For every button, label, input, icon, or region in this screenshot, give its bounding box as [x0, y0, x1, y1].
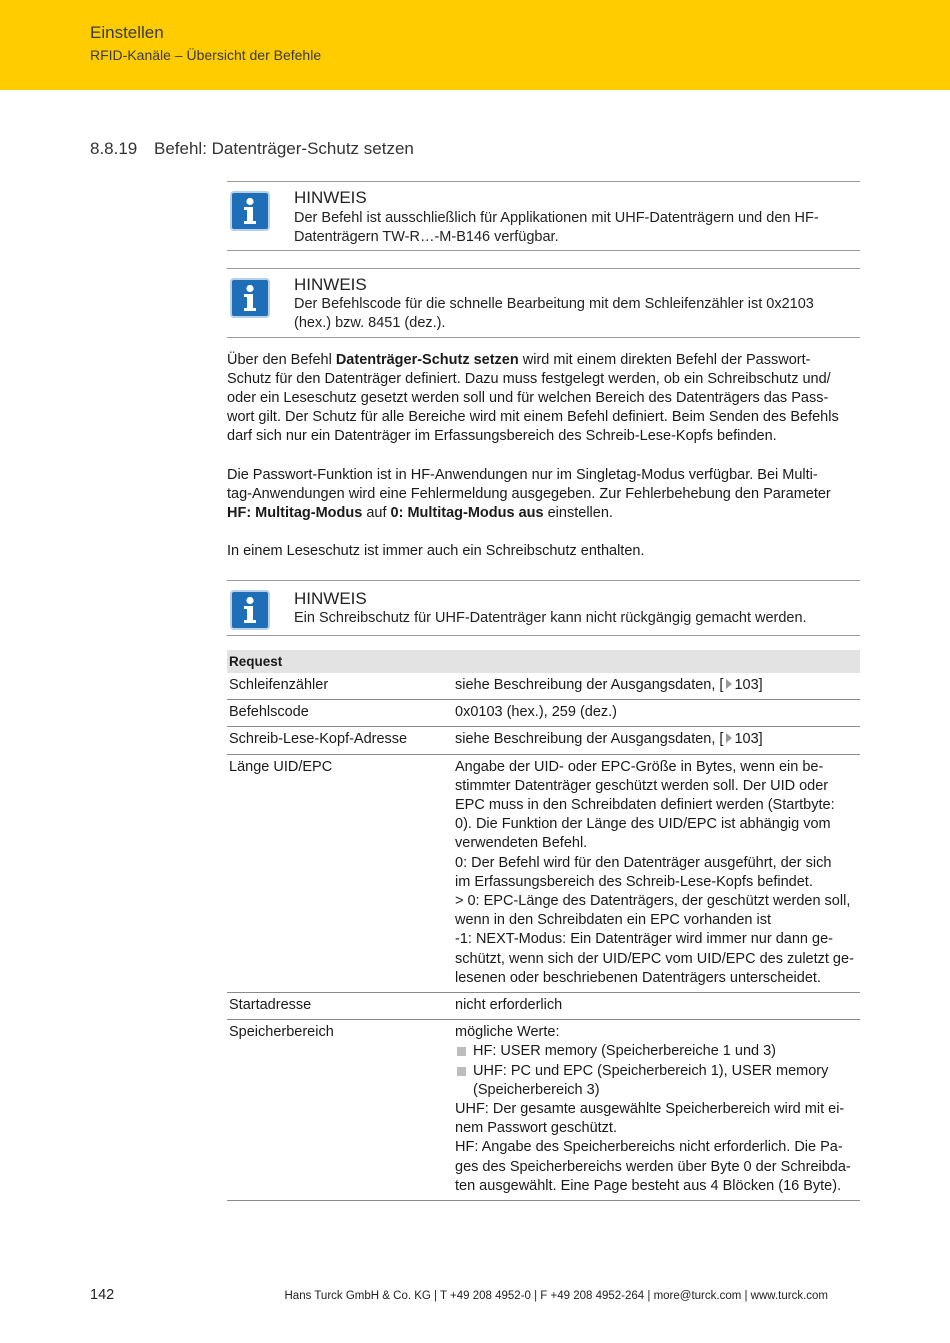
notice-line: Datenträgern TW-R…-M-B146 verfügbar.: [294, 229, 559, 245]
notice-text: [294, 295, 854, 333]
paragraph-line: wort gilt. Der Schutz für alle Bereiche wird mit einem Befehl definiert. Beim Senden des Befehls: [227, 409, 839, 425]
param-value: Angabe der UID- oder EPC-Größe in Bytes, wenn ein be- stimmter Datenträger geschützt werden soll. Der UID oder EPC muss in den Schreibdaten definiert werden (Startbyte: 0). Die Funktion der Länge des UID/EPC ist abhängig vom verwendeten Befehl. 0: Der Befehl wird für den Datenträger ausgeführt, der sich im Erfassungsbereich des Schreib-Lese-Kopfs befindet. > 0: EPC-Länge des Datenträgers, der geschützt werden soll, wenn in den Schreibdaten ein EPC vorhanden ist -1: NEXT-Modus: Ein Datenträger wird immer nur dann ge- schützt, wenn sich der UID/EPC vom UID/EPC des zuletzt ge- lesenen oder beschriebenen Datenträgers unterscheidet.: [455, 758, 854, 986]
body-paragraph: [227, 351, 860, 446]
notice-line: (hex.) bzw. 8451 (dez.).: [294, 315, 446, 331]
notice-title: HINWEIS: [294, 275, 367, 294]
paragraph-line: HF: Multitag-Modus auf 0: Multitag-Modus aus einstellen.: [227, 505, 613, 521]
notice-box: [227, 580, 860, 636]
param-value: siehe Beschreibung der Ausgangsdaten, [ 103]: [455, 731, 763, 748]
param-label: Speicherbereich: [229, 1024, 334, 1041]
notice-title: HINWEIS: [294, 188, 367, 207]
table-row: [227, 673, 860, 700]
request-table: [227, 650, 860, 1201]
table-row: [227, 727, 860, 754]
paragraph-line: darf sich nur ein Datenträger im Erfassungsbereich des Schreib-Lese-Kopfs befinden.: [227, 428, 777, 444]
page-reference-link[interactable]: 103]: [734, 731, 763, 748]
page-header: [0, 0, 950, 90]
notice-box: [227, 181, 860, 251]
param-value: nicht erforderlich: [455, 997, 563, 1014]
notice-line: Ein Schreibschutz für UHF-Datenträger kann nicht rückgängig gemacht werden.: [294, 610, 807, 626]
param-label: Schreib-Lese-Kopf-Adresse: [229, 731, 408, 748]
body-paragraph: [227, 466, 860, 523]
notice-title: HINWEIS: [294, 589, 367, 608]
table-header: Request: [227, 650, 860, 673]
bullet-square-icon: [457, 1047, 466, 1056]
table-row: [227, 700, 860, 727]
reference-arrow-icon: [726, 733, 732, 743]
reference-arrow-icon: [726, 679, 732, 689]
table-row: [227, 993, 860, 1020]
list-item: UHF: PC und EPC (Speicherbereich 1), USER memory (Speicherbereich 3): [455, 1062, 858, 1100]
page-number: 142: [90, 1287, 115, 1303]
param-label: Startadresse: [229, 997, 312, 1014]
paragraph-line: Die Passwort-Funktion ist in HF-Anwendungen nur im Singletag-Modus verfügbar. Bei Multi-: [227, 467, 818, 483]
notice-text: [294, 609, 854, 628]
paragraph-line: Schutz für den Datenträger definiert. Dazu muss festgelegt werden, ob ein Schreibschutz und/: [227, 371, 831, 387]
param-value: siehe Beschreibung der Ausgangsdaten, [ 103]: [455, 677, 763, 693]
body-paragraph: In einem Leseschutz ist immer auch ein Schreibschutz enthalten.: [227, 543, 645, 559]
param-value: mögliche Werte: HF: USER memory (Speicherbereiche 1 und 3) UHF: PC und EPC (Speicherbereich 1), USER memory (Speicherbereich 3) UHF: Der gesamte ausgewählte Speicherbereich wird mit ei- nem Passwort geschützt. HF: Angabe des Speicherbereichs nicht erforderlich. Die Pa- ges des Speicherbereichs werden über Byte 0 der Schreibda- ten ausgewählt. Eine Page besteht aus 4 Blöcken (16 Byte).: [455, 1020, 858, 1200]
footer-contact: Hans Turck GmbH & Co. KG | T +49 208 4952-0 | F +49 208 4952-264 | more@turck.com | www.turck.com: [284, 1290, 828, 1302]
section-heading: [90, 139, 414, 159]
param-label: Länge UID/EPC: [229, 758, 333, 775]
subchapter-title: RFID-Kanäle – Übersicht der Befehle: [90, 47, 322, 63]
bullet-square-icon: [457, 1067, 466, 1076]
info-icon: [230, 191, 270, 231]
notice-box: [227, 268, 860, 338]
paragraph-line: tag-Anwendungen wird eine Fehlermeldung ausgegeben. Zur Fehlerbehebung den Parameter: [227, 486, 831, 502]
param-label: Schleifenzähler: [229, 677, 329, 693]
page-reference-link[interactable]: 103]: [734, 677, 763, 693]
param-label: Befehlscode: [229, 704, 309, 721]
table-row: [227, 755, 860, 993]
table-row: [227, 1020, 860, 1201]
notice-line: Der Befehlscode für die schnelle Bearbeitung mit dem Schleifenzähler ist 0x2103: [294, 296, 814, 312]
list-item: HF: USER memory (Speicherbereiche 1 und 3): [455, 1042, 858, 1061]
notice-text: [294, 209, 854, 247]
paragraph-line: Über den Befehl Datenträger-Schutz setzen wird mit einem direkten Befehl der Passwort-: [227, 352, 811, 368]
info-icon: [230, 278, 270, 318]
info-icon: [230, 590, 270, 630]
param-value: 0x0103 (hex.), 259 (dez.): [455, 704, 618, 721]
section-title: Befehl: Datenträger-Schutz setzen: [154, 139, 414, 158]
notice-line: Der Befehl ist ausschließlich für Applikationen mit UHF-Datenträgern und den HF-: [294, 210, 819, 226]
chapter-title: Einstellen: [90, 23, 164, 42]
paragraph-line: oder ein Leseschutz gesetzt werden soll und für welchen Bereich des Datenträgers das Pass-: [227, 390, 829, 406]
section-number: 8.8.19: [90, 139, 138, 158]
